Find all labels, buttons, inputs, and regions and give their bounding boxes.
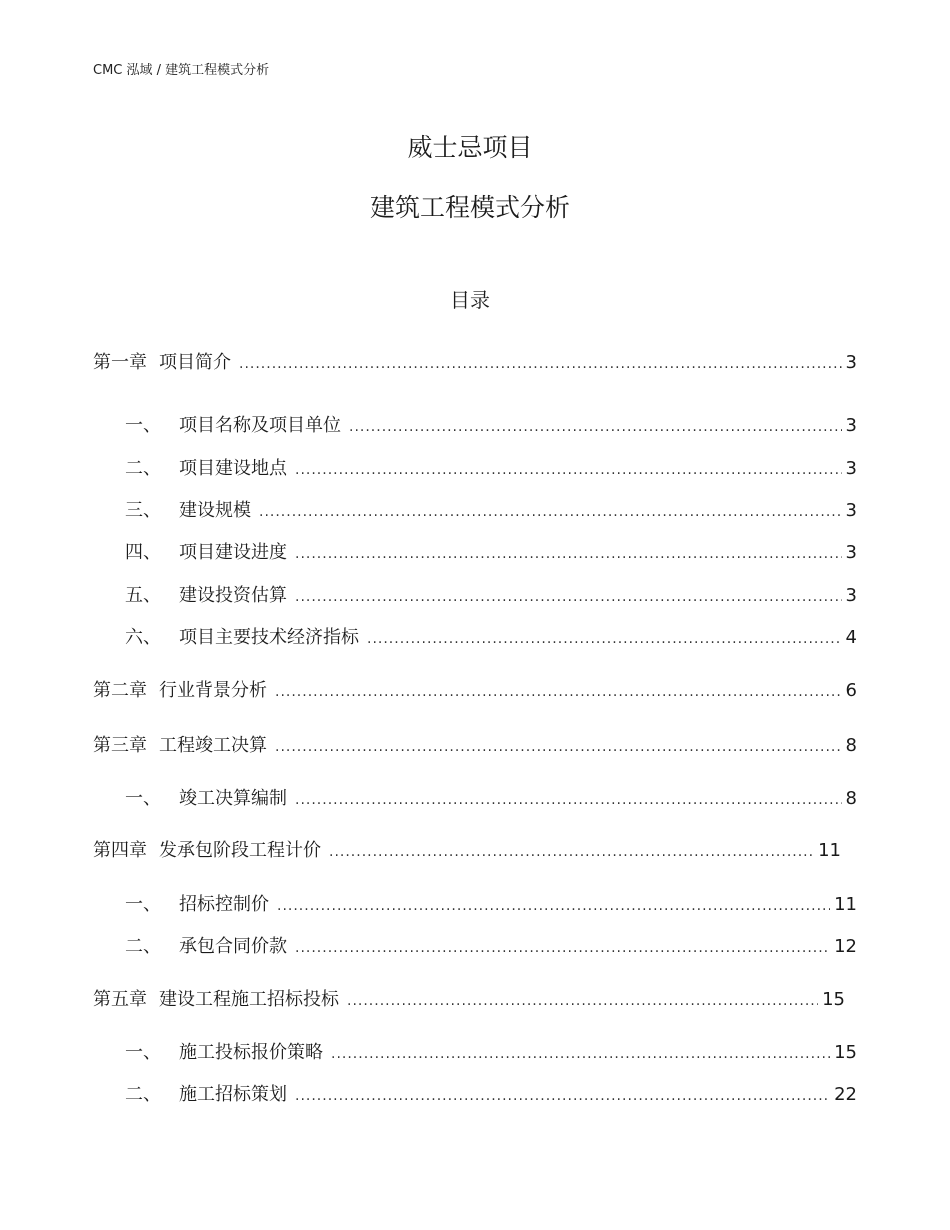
toc-entry-section[interactable]	[125, 496, 857, 522]
toc-dot-leader	[295, 546, 842, 562]
toc-entry-label: 施工招标策划	[179, 1084, 287, 1105]
toc-entry-label: 工程竣工决算	[159, 735, 267, 756]
toc-dot-leader	[295, 792, 842, 808]
toc-entry-chapter-2[interactable]	[93, 676, 857, 702]
toc-entry-section[interactable]	[125, 454, 857, 480]
toc-dot-leader	[347, 993, 818, 1009]
toc-dot-leader	[275, 739, 842, 755]
toc-entry-number: 一、	[125, 894, 161, 915]
toc-entry-number: 二、	[125, 936, 161, 957]
toc-entry-label: 项目简介	[159, 352, 231, 373]
toc-entry-section[interactable]	[125, 411, 857, 437]
toc-dot-leader	[295, 1088, 830, 1104]
toc-entry-label: 发承包阶段工程计价	[159, 840, 321, 861]
toc-entry-chapter-3[interactable]	[93, 731, 857, 757]
toc-entry-page: 3	[845, 542, 857, 563]
toc-entry-label: 项目名称及项目单位	[179, 415, 341, 436]
toc-entry-chapter-5[interactable]	[93, 985, 845, 1011]
toc-entry-number: 第五章	[93, 989, 147, 1010]
toc-entry-section[interactable]	[125, 784, 857, 810]
toc-entry-section[interactable]	[125, 1038, 857, 1064]
toc-entry-page: 11	[834, 894, 857, 915]
toc-dot-leader	[295, 940, 830, 956]
toc-dot-leader	[331, 1046, 830, 1062]
toc-entry-label: 行业背景分析	[159, 680, 267, 701]
toc-entry-page: 3	[845, 500, 857, 521]
toc-dot-leader	[239, 356, 842, 372]
toc-entry-page: 3	[845, 458, 857, 479]
toc-entry-number: 第二章	[93, 680, 147, 701]
document-title-line1: 威士忌项目	[407, 133, 533, 162]
toc-entry-page: 11	[818, 840, 841, 861]
toc-entry-label: 建设投资估算	[179, 585, 287, 606]
toc-entry-section[interactable]	[125, 623, 857, 649]
toc-entry-number: 二、	[125, 458, 161, 479]
toc-entry-page: 3	[845, 415, 857, 436]
toc-entry-label: 承包合同价款	[179, 936, 287, 957]
toc-entry-label: 建设工程施工招标投标	[159, 989, 339, 1010]
toc-entry-number: 六、	[125, 627, 161, 648]
toc-entry-chapter-1[interactable]	[93, 348, 857, 374]
toc-entry-page: 15	[834, 1042, 857, 1063]
toc-entry-label: 项目建设进度	[179, 542, 287, 563]
toc-entry-page: 15	[822, 989, 845, 1010]
toc-entry-page: 3	[845, 352, 857, 373]
toc-entry-number: 一、	[125, 1042, 161, 1063]
toc-entry-page: 8	[845, 788, 857, 809]
toc-entry-number: 四、	[125, 542, 161, 563]
toc-heading: 目录	[450, 288, 490, 312]
toc-entry-page: 8	[845, 735, 857, 756]
toc-entry-section[interactable]	[125, 890, 857, 916]
document-title-line2: 建筑工程模式分析	[369, 193, 570, 222]
toc-entry-label: 建设规模	[179, 500, 251, 521]
toc-dot-leader	[367, 631, 842, 647]
toc-entry-page: 12	[834, 936, 857, 957]
toc-entry-label: 竣工决算编制	[179, 788, 287, 809]
toc-dot-leader	[259, 504, 842, 520]
running-header: CMC 泓域 / 建筑工程模式分析	[93, 63, 270, 78]
toc-entry-label: 项目主要技术经济指标	[179, 627, 359, 648]
toc-dot-leader	[277, 898, 830, 914]
toc-entry-section[interactable]	[125, 538, 857, 564]
toc-entry-number: 二、	[125, 1084, 161, 1105]
toc-dot-leader	[349, 419, 842, 435]
toc-entry-page: 6	[845, 680, 857, 701]
toc-entry-number: 一、	[125, 788, 161, 809]
toc-entry-chapter-4[interactable]	[93, 836, 841, 862]
toc-entry-section[interactable]	[125, 1080, 857, 1106]
toc-dot-leader	[275, 684, 842, 700]
toc-entry-section[interactable]	[125, 581, 857, 607]
toc-entry-page: 4	[845, 627, 857, 648]
toc-entry-label: 施工投标报价策略	[179, 1042, 323, 1063]
toc-dot-leader	[329, 844, 814, 860]
toc-entry-label: 项目建设地点	[179, 458, 287, 479]
toc-entry-number: 第三章	[93, 735, 147, 756]
toc-entry-section[interactable]	[125, 932, 857, 958]
toc-dot-leader	[295, 589, 842, 605]
toc-entry-number: 一、	[125, 415, 161, 436]
toc-entry-number: 三、	[125, 500, 161, 521]
toc-entry-number: 五、	[125, 585, 161, 606]
toc-entry-page: 3	[845, 585, 857, 606]
toc-entry-number: 第一章	[93, 352, 147, 373]
toc-entry-label: 招标控制价	[179, 894, 269, 915]
toc-entry-page: 22	[834, 1084, 857, 1105]
toc-entry-number: 第四章	[93, 840, 147, 861]
toc-dot-leader	[295, 462, 842, 478]
